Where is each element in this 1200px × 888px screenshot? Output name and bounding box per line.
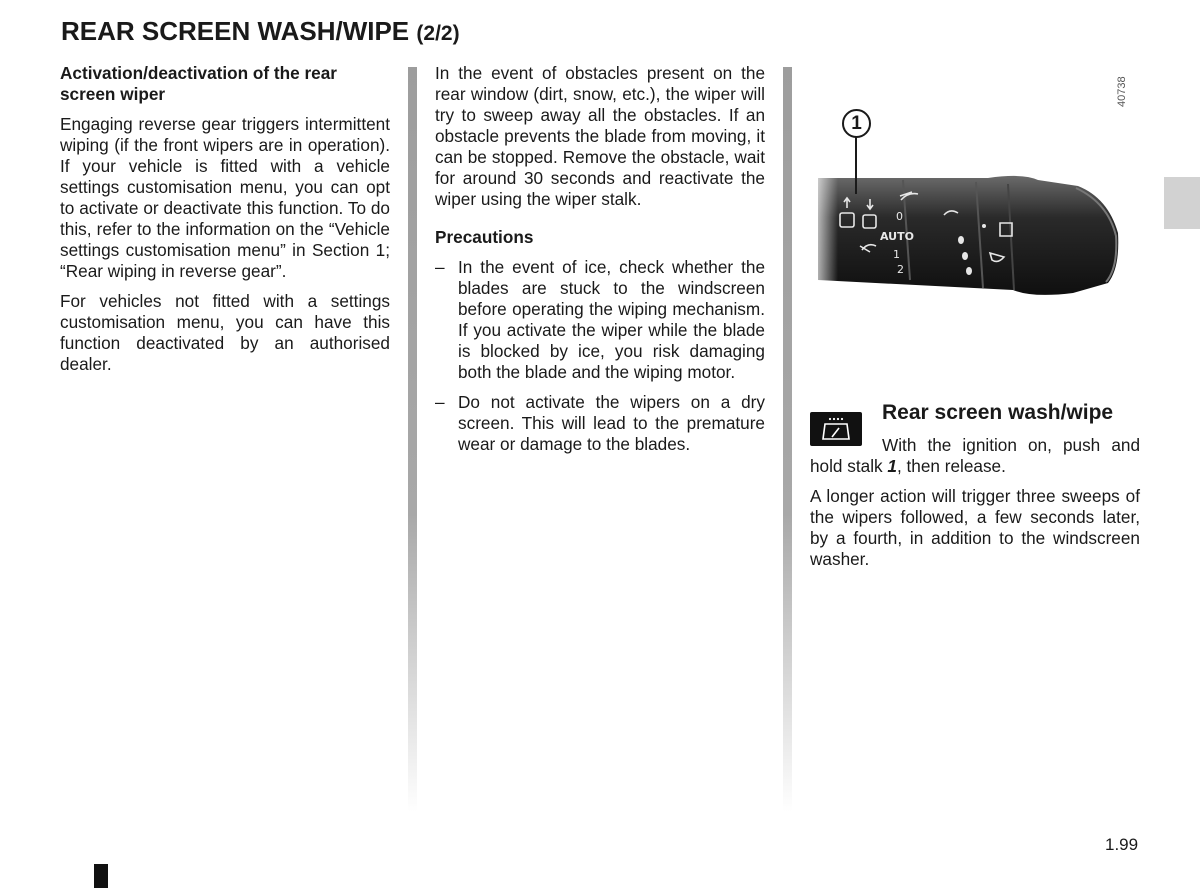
precaution-text: Do not activate the wipers on a dry screen. This will lead to the premature wear or damage to the blades. bbox=[458, 392, 765, 454]
column-rear-wash bbox=[810, 400, 1140, 570]
column-separator-2 bbox=[783, 67, 792, 812]
activation-paragraph-2: For vehicles not fitted with a settings customisation menu, you can have this function deactivated by an authorised dealer. bbox=[60, 291, 390, 374]
stalk-position-auto: AUTO bbox=[880, 230, 914, 243]
rear-wash-paragraph-1: With the ignition on, push and hold stalk 1, then release. bbox=[810, 435, 1140, 476]
activation-heading: Activation/deactivation of the rear screen wiper bbox=[60, 63, 337, 104]
obstacles-paragraph: In the event of obstacles present on the rear window (dirt, snow, etc.), the wiper will try to sweep away all the obstacles. If an obstacle prevents the blade from moving, it can be stopped. Remove the obstacle, wait for around 30 seconds and reactivate the wiper using the wiper stalk. bbox=[435, 63, 765, 209]
page-edge-mark bbox=[94, 864, 108, 888]
stalk-position-2: 2 bbox=[897, 263, 904, 276]
precautions-heading: Precautions bbox=[435, 227, 534, 247]
stalk-reference: 1 bbox=[887, 456, 897, 476]
precaution-dash: – bbox=[435, 392, 445, 412]
column-activation bbox=[60, 63, 390, 375]
stalk-position-1: 1 bbox=[893, 248, 900, 261]
precaution-dash: – bbox=[435, 257, 445, 277]
callout-leader-line bbox=[855, 136, 857, 194]
stalk-position-off: 0 bbox=[896, 210, 903, 223]
page-number: 1.99 bbox=[1105, 835, 1139, 854]
callout-stalk-1: 1 bbox=[842, 109, 871, 138]
rear-wash-paragraph-2: A longer action will trigger three sweeps of the wipers followed, a few seconds later, by a fourth, in addition to the windscreen washer. bbox=[810, 486, 1140, 569]
precaution-item-dry-screen bbox=[435, 392, 765, 455]
precaution-item-ice bbox=[435, 257, 765, 383]
column-obstacles bbox=[435, 63, 765, 455]
activation-paragraph-1: Engaging reverse gear triggers intermittent wiping (if the front wipers are in operation). If your vehicle is fitted with a vehicle settings customisation menu, you can opt to activate or deactivate this function. To do this, refer to the information on the “Vehicle settings customisation menu” in Section 1; “Rear wiping in reverse gear”. bbox=[60, 114, 390, 281]
precaution-text: In the event of ice, check whether the blades are stuck to the windscreen before operating the wiping mechanism. If you activate the wiper while the blade is blocked by ice, you risk damaging both the blade and the wiping motor. bbox=[458, 257, 765, 382]
page-title: REAR SCREEN WASH/WIPE (2/2) bbox=[61, 16, 460, 46]
section-tab-marker bbox=[1164, 177, 1200, 229]
section-title-rear-wash: Rear screen wash/wipe bbox=[882, 401, 1114, 424]
page-title-suffix: (2/2) bbox=[416, 22, 460, 45]
figure-reference-code: 40738 bbox=[1116, 76, 1128, 108]
column-separator-1 bbox=[408, 67, 417, 812]
